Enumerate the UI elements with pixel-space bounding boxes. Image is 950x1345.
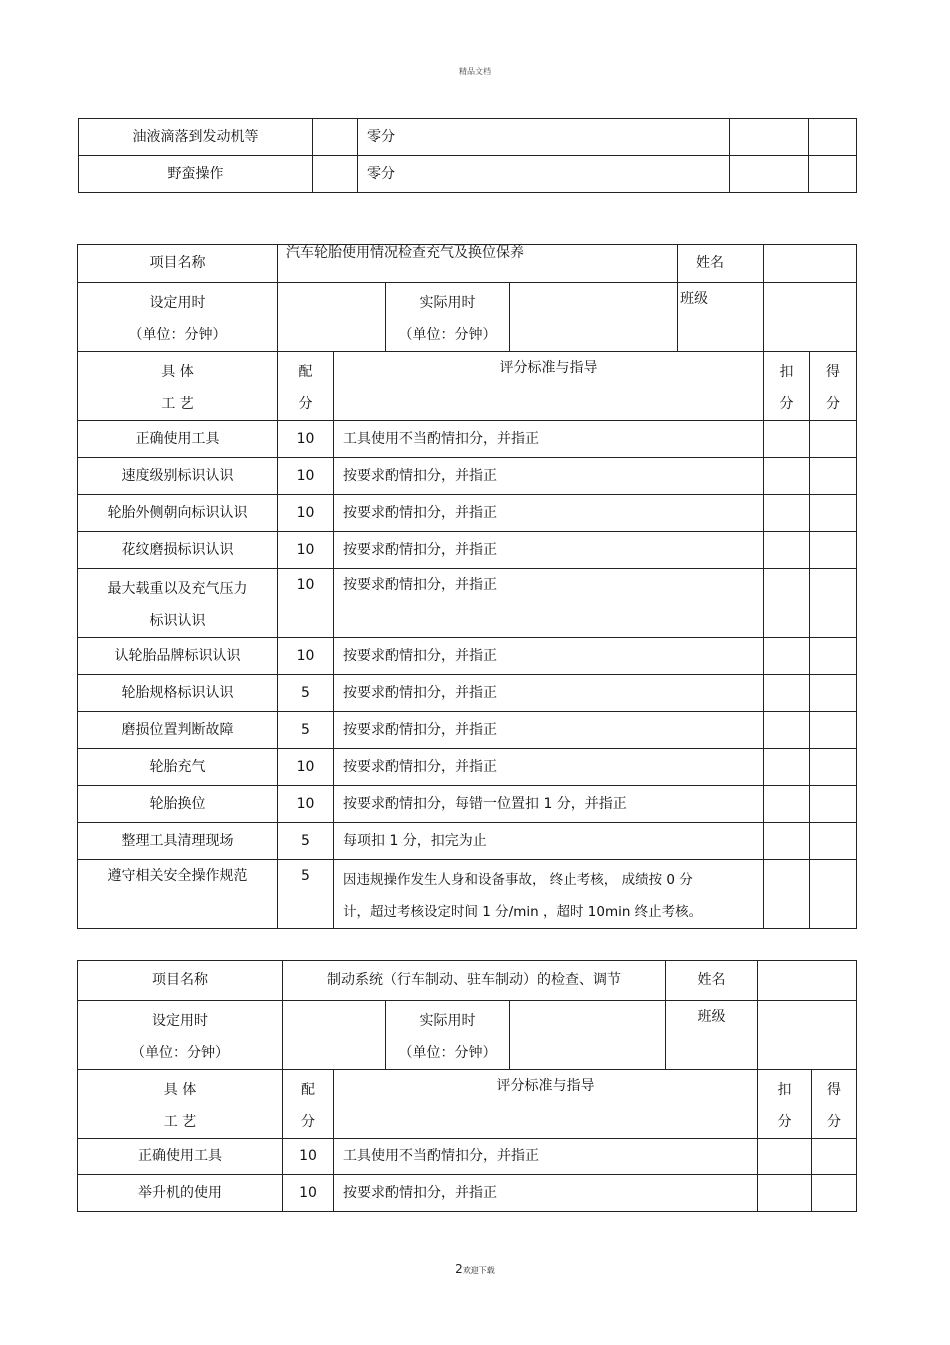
criteria-cell: 按要求酌情扣分，并指正 [334, 675, 764, 712]
project-name: 制动系统（行车制动、驻车制动）的检查、调节 [283, 961, 666, 1001]
item-cell: 轮胎外侧朝向标识认识 [78, 495, 278, 532]
result-cell[interactable] [810, 749, 857, 786]
deduct-cell[interactable] [764, 823, 810, 860]
col-deduct: 扣 分 [758, 1070, 812, 1139]
set-time-label: 设定用时 （单位：分钟） [78, 1001, 283, 1070]
result-cell [809, 119, 857, 156]
criteria-cell: 按要求酌情扣分，并指正 [334, 712, 764, 749]
score-cell: 5 [278, 823, 334, 860]
table-row [79, 156, 857, 193]
table-row [79, 119, 857, 156]
criteria-cell: 零分 [358, 119, 730, 156]
brake-system-table [77, 960, 857, 1212]
result-cell [809, 156, 857, 193]
score-cell: 10 [278, 569, 334, 638]
item-cell: 正确使用工具 [78, 421, 278, 458]
item-cell: 认轮胎品牌标识认识 [78, 638, 278, 675]
table-row [78, 749, 857, 786]
deduct-cell[interactable] [764, 532, 810, 569]
col-get: 得 分 [812, 1070, 857, 1139]
name-value[interactable] [758, 961, 857, 1001]
criteria-cell: 按要求酌情扣分，并指正 [334, 1175, 758, 1212]
criteria-cell: 按要求酌情扣分，并指正 [334, 569, 764, 638]
col-score: 配 分 [278, 352, 334, 421]
col-get: 得 分 [810, 352, 857, 421]
deduct-cell [730, 119, 809, 156]
table-row [78, 495, 857, 532]
result-cell[interactable] [810, 675, 857, 712]
item-cell: 举升机的使用 [78, 1175, 283, 1212]
col-criteria: 评分标准与指导 [334, 1070, 758, 1139]
project-name: 汽车轮胎使用情况检查充气及换位保养 [278, 245, 678, 283]
table-row [78, 569, 857, 638]
col-process: 具 体 工 艺 [78, 352, 278, 421]
deduct-cell[interactable] [764, 786, 810, 823]
score-cell: 10 [283, 1175, 334, 1212]
score-cell [313, 119, 358, 156]
deduct-cell[interactable] [764, 458, 810, 495]
table-row [78, 786, 857, 823]
item-cell: 磨损位置判断故障 [78, 712, 278, 749]
actual-time-label: 实际用时 （单位：分钟） [386, 1001, 510, 1070]
item-cell: 正确使用工具 [78, 1139, 283, 1175]
table-row [78, 532, 857, 569]
actual-time-label: 实际用时 （单位：分钟） [386, 283, 510, 352]
result-cell[interactable] [810, 532, 857, 569]
table-row [78, 638, 857, 675]
page-header: 精品文档 [459, 67, 491, 76]
result-cell[interactable] [810, 638, 857, 675]
deduct-cell[interactable] [764, 638, 810, 675]
col-process: 具 体 工 艺 [78, 1070, 283, 1139]
score-cell: 10 [283, 1139, 334, 1175]
deduct-cell [730, 156, 809, 193]
table-row [78, 823, 857, 860]
class-value[interactable] [758, 1001, 857, 1070]
criteria-cell: 按要求酌情扣分，并指正 [334, 532, 764, 569]
result-cell[interactable] [810, 495, 857, 532]
deduct-cell[interactable] [764, 749, 810, 786]
result-cell[interactable] [810, 786, 857, 823]
actual-time-value[interactable] [510, 283, 678, 352]
score-cell: 10 [278, 786, 334, 823]
score-cell: 5 [278, 675, 334, 712]
result-cell[interactable] [810, 421, 857, 458]
table-row [78, 458, 857, 495]
class-label: 班级 [666, 1001, 758, 1070]
result-cell[interactable] [810, 458, 857, 495]
score-cell: 5 [278, 712, 334, 749]
result-cell[interactable] [810, 860, 857, 929]
page-number: 2 [455, 1262, 463, 1276]
table-row [78, 421, 857, 458]
item-cell: 速度级别标识认识 [78, 458, 278, 495]
item-cell: 轮胎规格标识认识 [78, 675, 278, 712]
criteria-cell: 按要求酌情扣分，并指正 [334, 749, 764, 786]
item-cell: 整理工具清理现场 [78, 823, 278, 860]
class-label: 班级 [678, 283, 764, 352]
score-cell: 5 [278, 860, 334, 929]
item-cell: 轮胎充气 [78, 749, 278, 786]
criteria-cell: 按要求酌情扣分，并指正 [334, 458, 764, 495]
col-score: 配 分 [283, 1070, 334, 1139]
actual-time-value[interactable] [510, 1001, 666, 1070]
item-cell: 轮胎换位 [78, 786, 278, 823]
set-time-value[interactable] [278, 283, 386, 352]
score-cell: 10 [278, 532, 334, 569]
penalty-table [78, 118, 857, 193]
class-value[interactable] [764, 283, 857, 352]
set-time-label: 设定用时 （单位：分钟） [78, 283, 278, 352]
col-criteria: 评分标准与指导 [334, 352, 764, 421]
score-cell: 10 [278, 421, 334, 458]
deduct-cell[interactable] [764, 421, 810, 458]
name-label: 姓名 [666, 961, 758, 1001]
score-cell: 10 [278, 495, 334, 532]
criteria-cell: 因违规操作发生人身和设备事故， 终止考核， 成绩按 0 分 计，超过考核设定时间 1 分/min ，超时 10min 终止考核。 [334, 860, 764, 929]
table-row [78, 860, 857, 929]
name-value[interactable] [764, 245, 857, 283]
footer-text: 欢迎下载 [462, 1266, 495, 1275]
deduct-cell[interactable] [764, 860, 810, 929]
criteria-cell: 零分 [358, 156, 730, 193]
table-row [78, 1139, 857, 1175]
item-cell: 野蛮操作 [79, 156, 313, 193]
criteria-cell: 按要求酌情扣分，每错一位置扣 1 分，并指正 [334, 786, 764, 823]
deduct-cell[interactable] [764, 675, 810, 712]
criteria-cell: 按要求酌情扣分，并指正 [334, 638, 764, 675]
result-cell[interactable] [810, 712, 857, 749]
score-cell [313, 156, 358, 193]
score-cell: 10 [278, 749, 334, 786]
score-cell: 10 [278, 638, 334, 675]
deduct-cell[interactable] [764, 712, 810, 749]
table-row [78, 1175, 857, 1212]
criteria-cell: 工具使用不当酌情扣分，并指正 [334, 421, 764, 458]
set-time-value[interactable] [283, 1001, 386, 1070]
criteria-cell: 按要求酌情扣分，并指正 [334, 495, 764, 532]
project-label: 项目名称 [78, 245, 278, 283]
item-cell: 花纹磨损标识认识 [78, 532, 278, 569]
criteria-cell: 每项扣 1 分，扣完为止 [334, 823, 764, 860]
score-cell: 10 [278, 458, 334, 495]
result-cell[interactable] [812, 1175, 857, 1212]
page-footer [0, 1262, 950, 1276]
item-cell: 遵守相关安全操作规范 [78, 860, 278, 929]
result-cell[interactable] [810, 823, 857, 860]
tire-inspection-table [77, 244, 857, 929]
deduct-cell[interactable] [764, 495, 810, 532]
table-row [78, 712, 857, 749]
item-cell: 油液滴落到发动机等 [79, 119, 313, 156]
name-label: 姓名 [678, 245, 764, 283]
table-row [78, 675, 857, 712]
deduct-cell[interactable] [764, 569, 810, 638]
deduct-cell[interactable] [758, 1175, 812, 1212]
deduct-cell[interactable] [758, 1139, 812, 1175]
criteria-cell: 工具使用不当酌情扣分，并指正 [334, 1139, 758, 1175]
item-cell: 最大载重以及充气压力 标识认识 [78, 569, 278, 638]
col-deduct: 扣 分 [764, 352, 810, 421]
project-label: 项目名称 [78, 961, 283, 1001]
result-cell[interactable] [812, 1139, 857, 1175]
result-cell[interactable] [810, 569, 857, 638]
